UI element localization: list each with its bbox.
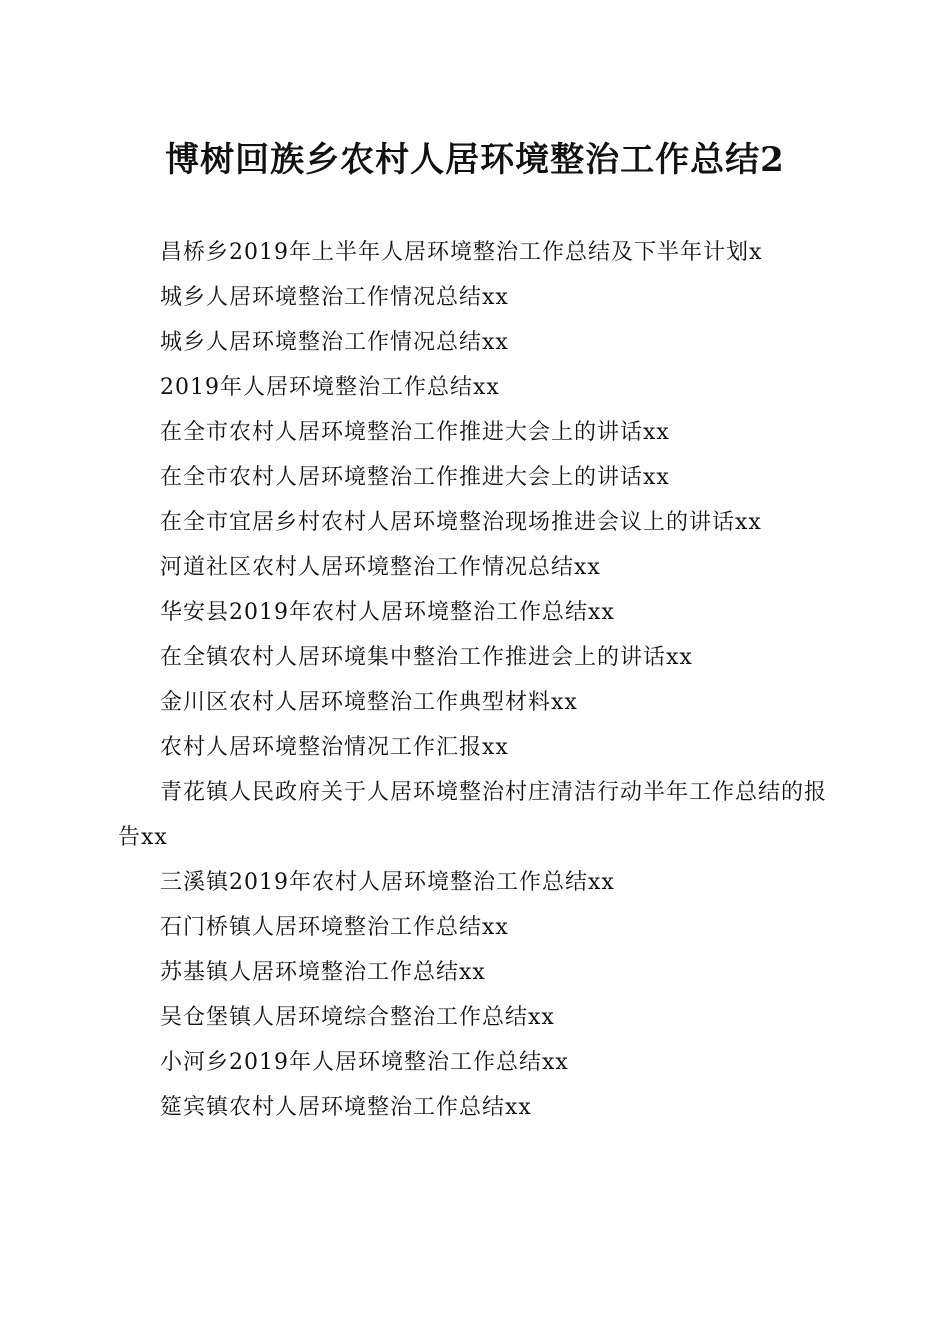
list-item: 在全镇农村人居环境集中整治工作推进会上的讲话xx	[160, 645, 693, 670]
list-item: 吴仓堡镇人居环境综合整治工作总结xx	[160, 1005, 555, 1030]
list-item: 筵宾镇农村人居环境整治工作总结xx	[160, 1095, 532, 1120]
list-item: 在全市农村人居环境整治工作推进大会上的讲话xx	[160, 465, 670, 490]
list-item: 苏基镇人居环境整治工作总结xx	[160, 960, 486, 985]
list-item: 2019年人居环境整治工作总结xx	[160, 375, 500, 400]
list-item: 金川区农村人居环境整治工作典型材料xx	[160, 690, 578, 715]
list-item: 城乡人居环境整治工作情况总结xx	[160, 330, 509, 355]
list-item: 城乡人居环境整治工作情况总结xx	[160, 285, 509, 310]
list-item: 昌桥乡2019年上半年人居环境整治工作总结及下半年计划x	[160, 240, 763, 265]
list-item: 青花镇人民政府关于人居环境整治村庄清洁行动半年工作总结的报告xx	[118, 780, 828, 850]
document-item-list	[118, 230, 828, 1130]
document-title: 博树回族乡农村人居环境整治工作总结2	[165, 140, 785, 180]
list-item: 在全市宜居乡村农村人居环境整治现场推进会议上的讲话xx	[160, 510, 762, 535]
list-item: 华安县2019年农村人居环境整治工作总结xx	[160, 600, 615, 625]
list-item: 小河乡2019年人居环境整治工作总结xx	[160, 1050, 569, 1075]
list-item: 三溪镇2019年农村人居环境整治工作总结xx	[160, 870, 615, 895]
list-item: 在全市农村人居环境整治工作推进大会上的讲话xx	[160, 420, 670, 445]
list-item: 河道社区农村人居环境整治工作情况总结xx	[160, 555, 601, 580]
list-item: 石门桥镇人居环境整治工作总结xx	[160, 915, 509, 940]
list-item: 农村人居环境整治情况工作汇报xx	[160, 735, 509, 760]
